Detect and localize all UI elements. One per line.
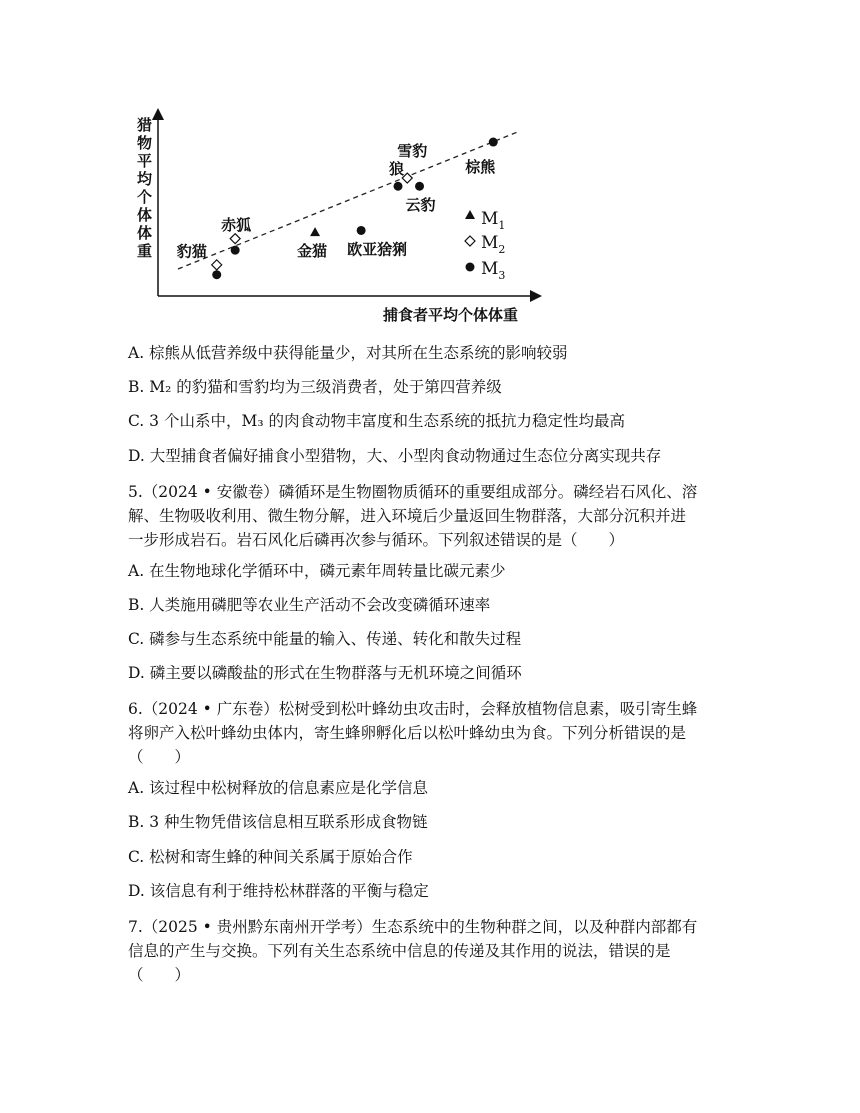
- point-label: 雪豹: [397, 142, 428, 161]
- q7-stem-line: 信息的产生与交换。下列有关生态系统中信息的传递及其作用的说法，错误的是: [128, 942, 671, 960]
- y-axis-label-char: 体: [137, 224, 153, 242]
- point-circle-m3: [231, 246, 240, 255]
- legend-circle-marker: [466, 263, 475, 272]
- q4-option-c: C. 3 个山系中，M₃ 的肉食动物丰富度和生态系统的抵抗力稳定性均最高: [128, 412, 625, 430]
- point-label: 欧亚猞猁: [347, 240, 408, 259]
- y-axis-label-char: 重: [137, 242, 153, 260]
- point-label: 赤狐: [221, 216, 252, 235]
- q5-option-a: A. 在生物地球化学循环中，磷元素年周转量比碳元素少: [128, 562, 506, 580]
- legend-label-m3: $M_3$: [481, 259, 506, 282]
- point-diamond-m2: [212, 260, 222, 270]
- point-label: 狼: [389, 160, 405, 179]
- q5-stem: [128, 480, 740, 552]
- q6-option-d: D. 该信息有利于维持松林群落的平衡与稳定: [128, 882, 429, 900]
- q5-stem-line: 一步形成岩石。岩石风化后磷再次参与循环。下列叙述错误的是（ ）: [128, 531, 625, 549]
- q4-option-b: B. M₂ 的豹猫和雪豹均为三级消费者，处于第四营养级: [128, 378, 502, 396]
- point-circle-m3: [415, 182, 424, 191]
- y-axis-label-char: 个: [137, 188, 153, 206]
- q6-stem: [128, 697, 740, 769]
- q5-option-d: D. 磷主要以磷酸盐的形式在生物群落与无机环境之间循环: [128, 664, 522, 682]
- y-axis-label-char: 平: [137, 152, 153, 170]
- point-circle-m3: [394, 182, 403, 191]
- legend-diamond-marker: [465, 236, 475, 246]
- q6-option-c: C. 松树和寄生蜂的种间关系属于原始合作: [128, 848, 413, 866]
- scatter-figure: [128, 100, 558, 332]
- y-axis-label-char: 均: [137, 170, 153, 188]
- q4-option-d: D. 大型捕食者偏好捕食小型猎物，大、小型肉食动物通过生态位分离实现共存: [128, 447, 662, 465]
- point-label: 云豹: [405, 196, 436, 215]
- y-axis-label-char: 体: [137, 206, 153, 224]
- y-axis-label: [136, 116, 153, 260]
- q7-stem-line: （ ）: [128, 966, 191, 984]
- q7-stem-line: 7.（2025 • 贵州黔东南州开学考）生态系统中的生物种群之间，以及种群内部都有: [128, 918, 698, 936]
- y-axis-label-char: 物: [137, 134, 153, 152]
- point-circle-m3: [489, 138, 498, 147]
- point-circle-m3: [357, 226, 366, 235]
- point-label: 棕熊: [465, 158, 496, 177]
- point-label: 豹猫: [176, 242, 207, 261]
- q4-option-a: A. 棕熊从低营养级中获得能量少，对其所在生态系统的影响较弱: [128, 344, 568, 362]
- q5-stem-line: 5.（2024 • 安徽卷）磷循环是生物圈物质循环的重要组成部分。磷经岩石风化、溶: [128, 483, 698, 501]
- q6-stem-line: 6.（2024 • 广东卷）松树受到松叶蜂幼虫攻击时，会释放植物信息素，吸引寄生蜂: [128, 700, 698, 718]
- q6-option-a: A. 该过程中松树释放的信息素应是化学信息: [128, 779, 429, 797]
- x-axis-label: 捕食者平均个体体重: [383, 306, 519, 324]
- point-circle-m3: [212, 270, 221, 279]
- legend-label-m1: $M_1$: [481, 209, 506, 232]
- scatter-chart: [128, 100, 558, 332]
- q6-stem-line: 将卵产入松叶蜂幼虫体内，寄生蜂卵孵化后以松叶蜂幼虫为食。下列分析错误的是: [128, 724, 687, 742]
- q6-stem-line: （ ）: [128, 748, 191, 766]
- legend: [465, 209, 505, 282]
- q7-stem: [128, 915, 740, 987]
- point-diamond-m2: [230, 234, 240, 244]
- legend-triangle-marker: [465, 210, 475, 219]
- q6-option-b: B. 3 种生物凭借该信息相互联系形成食物链: [128, 813, 428, 831]
- q5-stem-line: 解、生物吸收利用、微生物分解，进入环境后少量返回生物群落，大部分沉积并进: [128, 507, 687, 525]
- legend-label-m2: $M_2$: [481, 233, 506, 256]
- q5-option-b: B. 人类施用磷肥等农业生产活动不会改变磷循环速率: [128, 596, 491, 614]
- point-triangle-m1: [310, 227, 320, 236]
- y-axis-label-char: 猎: [137, 116, 153, 134]
- point-label: 金猫: [297, 242, 328, 261]
- q5-option-c: C. 磷参与生态系统中能量的输入、传递、转化和散失过程: [128, 630, 522, 648]
